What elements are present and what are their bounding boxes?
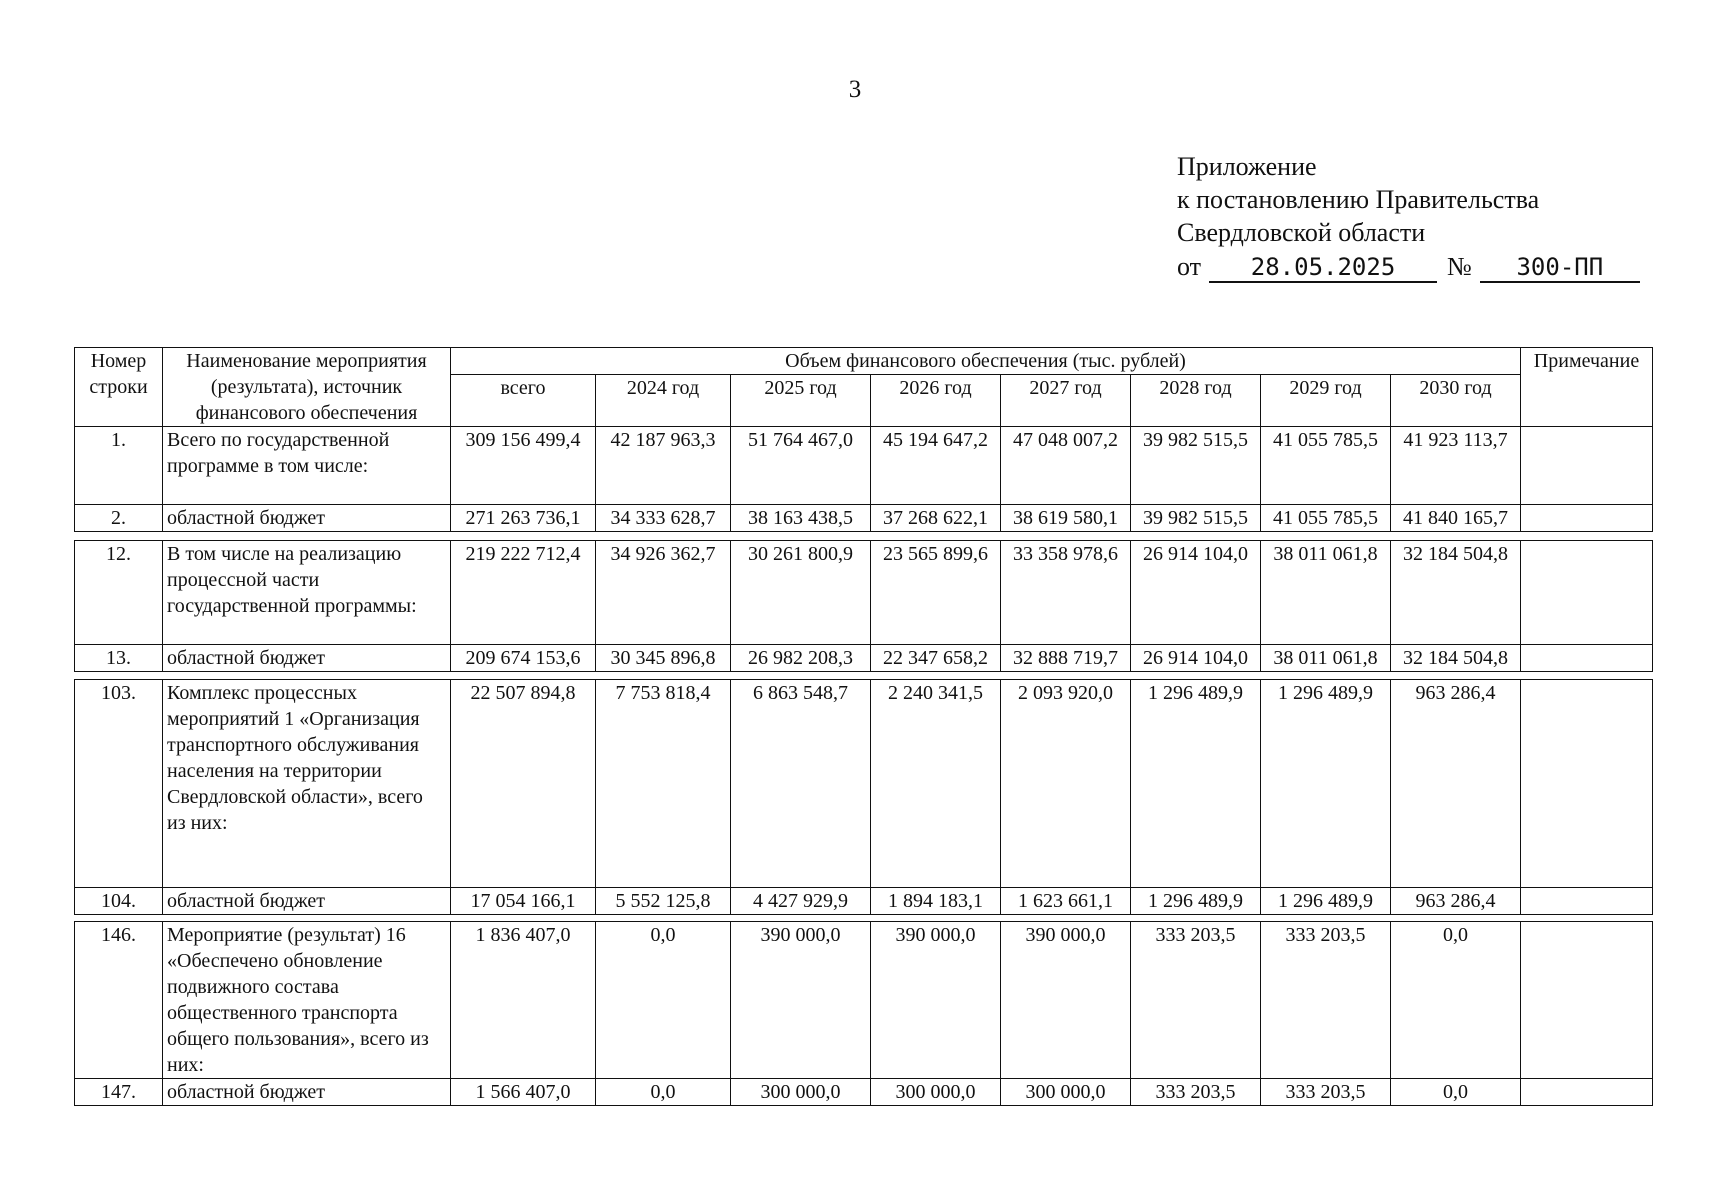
value-2024: 5 552 125,8 — [596, 888, 731, 915]
header-2030: 2030 год — [1391, 375, 1521, 427]
row-name: областной бюджет — [163, 645, 451, 672]
row-name: областной бюджет — [163, 888, 451, 915]
finance-table-header — [74, 347, 1653, 532]
value-2029: 1 296 489,9 — [1261, 680, 1391, 888]
value-2025: 30 261 800,9 — [731, 541, 871, 645]
value-2025: 6 863 548,7 — [731, 680, 871, 888]
row-note — [1521, 680, 1653, 888]
date-label: от — [1177, 252, 1202, 281]
value-2029: 41 055 785,5 — [1261, 427, 1391, 505]
value-2025: 390 000,0 — [731, 922, 871, 1079]
value-2030: 963 286,4 — [1391, 888, 1521, 915]
row-note — [1521, 427, 1653, 505]
row-note — [1521, 1079, 1653, 1106]
value-2030: 963 286,4 — [1391, 680, 1521, 888]
row-note — [1521, 888, 1653, 915]
value-2030: 41 923 113,7 — [1391, 427, 1521, 505]
header-event-name: Наименование мероприятия (результата), источник финансового обеспечения — [163, 348, 451, 427]
row-note — [1521, 645, 1653, 672]
value-total: 22 507 894,8 — [451, 680, 596, 888]
table-row — [75, 541, 1653, 645]
attachment-region: Свердловской области — [1177, 218, 1426, 247]
value-2029: 333 203,5 — [1261, 922, 1391, 1079]
row-number: 146. — [75, 922, 163, 1079]
header-2024: 2024 год — [596, 375, 731, 427]
table-row — [75, 505, 1653, 532]
row-number: 103. — [75, 680, 163, 888]
value-2027: 1 623 661,1 — [1001, 888, 1131, 915]
value-2030: 32 184 504,8 — [1391, 541, 1521, 645]
row-number: 147. — [75, 1079, 163, 1106]
header-2029: 2029 год — [1261, 375, 1391, 427]
header-2026: 2026 год — [871, 375, 1001, 427]
value-2029: 38 011 061,8 — [1261, 541, 1391, 645]
value-2030: 32 184 504,8 — [1391, 645, 1521, 672]
row-name: В том числе на реализацию процессной части государственной программы: — [163, 541, 451, 645]
value-total: 209 674 153,6 — [451, 645, 596, 672]
header-2027: 2027 год — [1001, 375, 1131, 427]
value-2028: 39 982 515,5 — [1131, 505, 1261, 532]
value-2024: 34 333 628,7 — [596, 505, 731, 532]
value-2029: 41 055 785,5 — [1261, 505, 1391, 532]
row-number: 13. — [75, 645, 163, 672]
attachment-title: Приложение — [1177, 152, 1317, 181]
value-2028: 333 203,5 — [1131, 1079, 1261, 1106]
attachment-resolution: к постановлению Правительства — [1177, 185, 1540, 214]
value-2025: 26 982 208,3 — [731, 645, 871, 672]
row-name: Всего по государственной программе в том числе: — [163, 427, 451, 505]
table-row — [75, 680, 1653, 888]
row-name: Мероприятие (результат) 16 «Обеспечено обновление подвижного состава общественного транспорта общего пользования», всего из них: — [163, 922, 451, 1079]
value-total: 17 054 166,1 — [451, 888, 596, 915]
row-name: Комплекс процессных мероприятий 1 «Организация транспортного обслуживания населения на территории Свердловской области», всего из них: — [163, 680, 451, 888]
header-total: всего — [451, 375, 596, 427]
table-row — [75, 645, 1653, 672]
attachment-block — [1177, 150, 1640, 283]
row-name: областной бюджет — [163, 505, 451, 532]
value-2024: 0,0 — [596, 922, 731, 1079]
value-2026: 1 894 183,1 — [871, 888, 1001, 915]
value-2030: 41 840 165,7 — [1391, 505, 1521, 532]
page-number: 3 — [848, 76, 862, 103]
value-2028: 26 914 104,0 — [1131, 645, 1261, 672]
value-total: 271 263 736,1 — [451, 505, 596, 532]
value-2027: 300 000,0 — [1001, 1079, 1131, 1106]
value-2029: 333 203,5 — [1261, 1079, 1391, 1106]
value-2024: 0,0 — [596, 1079, 731, 1106]
value-2026: 22 347 658,2 — [871, 645, 1001, 672]
value-2029: 1 296 489,9 — [1261, 888, 1391, 915]
row-number: 2. — [75, 505, 163, 532]
value-2024: 34 926 362,7 — [596, 541, 731, 645]
table-row — [75, 922, 1653, 1079]
value-2028: 333 203,5 — [1131, 922, 1261, 1079]
finance-table-block — [74, 540, 1653, 672]
value-2026: 390 000,0 — [871, 922, 1001, 1079]
attachment-date-number — [1177, 250, 1640, 283]
value-2027: 47 048 007,2 — [1001, 427, 1131, 505]
table-row — [75, 888, 1653, 915]
value-2025: 51 764 467,0 — [731, 427, 871, 505]
value-2026: 300 000,0 — [871, 1079, 1001, 1106]
value-2026: 2 240 341,5 — [871, 680, 1001, 888]
value-2027: 390 000,0 — [1001, 922, 1131, 1079]
finance-table-block — [74, 921, 1653, 1106]
header-2025: 2025 год — [731, 375, 871, 427]
value-2024: 42 187 963,3 — [596, 427, 731, 505]
row-note — [1521, 505, 1653, 532]
value-total: 219 222 712,4 — [451, 541, 596, 645]
header-finance-volume: Объем финансового обеспечения (тыс. рублей) — [451, 348, 1521, 375]
row-number: 1. — [75, 427, 163, 505]
value-2027: 38 619 580,1 — [1001, 505, 1131, 532]
header-note: Примечание — [1521, 348, 1653, 427]
row-note — [1521, 922, 1653, 1079]
value-2025: 300 000,0 — [731, 1079, 871, 1106]
table-row — [75, 1079, 1653, 1106]
number-label: № — [1447, 252, 1472, 281]
header-2028: 2028 год — [1131, 375, 1261, 427]
value-2028: 1 296 489,9 — [1131, 888, 1261, 915]
value-2025: 4 427 929,9 — [731, 888, 871, 915]
value-2026: 23 565 899,6 — [871, 541, 1001, 645]
value-2024: 7 753 818,4 — [596, 680, 731, 888]
value-total: 309 156 499,4 — [451, 427, 596, 505]
value-2027: 32 888 719,7 — [1001, 645, 1131, 672]
value-2030: 0,0 — [1391, 922, 1521, 1079]
value-total: 1 566 407,0 — [451, 1079, 596, 1106]
row-name: областной бюджет — [163, 1079, 451, 1106]
table-row — [75, 427, 1653, 505]
header-row-number: Номер строки — [75, 348, 163, 427]
value-2025: 38 163 438,5 — [731, 505, 871, 532]
value-2029: 38 011 061,8 — [1261, 645, 1391, 672]
finance-table-block — [74, 679, 1653, 915]
value-2027: 33 358 978,6 — [1001, 541, 1131, 645]
value-2027: 2 093 920,0 — [1001, 680, 1131, 888]
row-number: 12. — [75, 541, 163, 645]
value-2024: 30 345 896,8 — [596, 645, 731, 672]
value-2028: 39 982 515,5 — [1131, 427, 1261, 505]
value-2026: 45 194 647,2 — [871, 427, 1001, 505]
value-total: 1 836 407,0 — [451, 922, 596, 1079]
row-note — [1521, 541, 1653, 645]
value-2028: 1 296 489,9 — [1131, 680, 1261, 888]
document-number: 300-ПП — [1480, 253, 1640, 283]
row-number: 104. — [75, 888, 163, 915]
value-2028: 26 914 104,0 — [1131, 541, 1261, 645]
document-date: 28.05.2025 — [1209, 253, 1437, 283]
value-2030: 0,0 — [1391, 1079, 1521, 1106]
value-2026: 37 268 622,1 — [871, 505, 1001, 532]
